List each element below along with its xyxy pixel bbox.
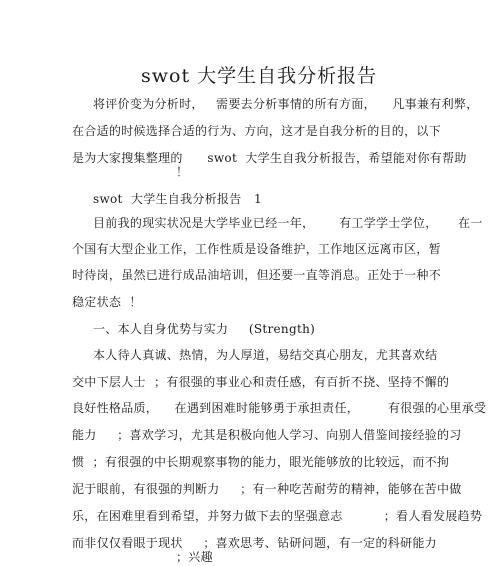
document-title: swot 大学生自我分析报告 (141, 65, 378, 87)
text-line: 能力 ；喜欢学习，尤其是积极向他人学习、向别人借鉴间接经验的习 (72, 428, 462, 442)
text-line: 泥于眼前，有很强的判断力 ；有一种吃苦耐劳的精神，能够在苦中做 (72, 482, 462, 496)
text-line: 目前我的现实状况是大学毕业已经一年， 有工学学士学位， 在一 (93, 216, 483, 230)
text-line: 时待岗，虽然已进行成品油培训，但还要一直等消息。正处于一种不 (72, 268, 442, 282)
text-line: ；兴趣 (176, 550, 213, 564)
text-line: 而非仅仅看眼于现状 ；喜欢思考、钻研问题，有一定的科研能力 (72, 536, 437, 550)
text-line: ！ (176, 165, 189, 179)
text-line: 个国有大型企业工作，工作性质是设备维护，工作地区远离市区，暂 (72, 242, 442, 256)
section-heading: swot 大学生自我分析报告 1 (93, 192, 262, 206)
text-line: 稳定状态 ！ (72, 295, 142, 309)
text-line: 交中下层人士 ；有很强的事业心和责任感，有百折不挠、坚持不懈的 (72, 375, 450, 389)
text-line: 本人待人真诚、热情，为人厚道，易结交真心朋友，尤其喜欢结 (93, 348, 438, 362)
text-line: 在合适的时候选择合适的行为、方向，这才是自我分析的目的，以下 (72, 124, 442, 138)
text-line: 乐，在困难里看到希望，并努力做下去的坚强意志 ；看人看发展趋势 (72, 509, 483, 523)
text-line: 是为大家搜集整理的 swot 大学生自我分析报告，希望能对你有帮助 (72, 151, 467, 165)
text-line: 将评价变为分析时， 需要去分析事情的所有方面， 凡事兼有利弊， (93, 97, 479, 111)
text-line: 良好性格品质， 在遇到困难时能够勇于承担责任， 有很强的心里承受 (72, 401, 487, 415)
section-heading: 一、本人自身优势与实力 (Strength) (93, 322, 316, 336)
text-line: 惯 ；有很强的中长期观察事物的能力，眼光能够放的比较远，而不拘 (72, 455, 450, 469)
